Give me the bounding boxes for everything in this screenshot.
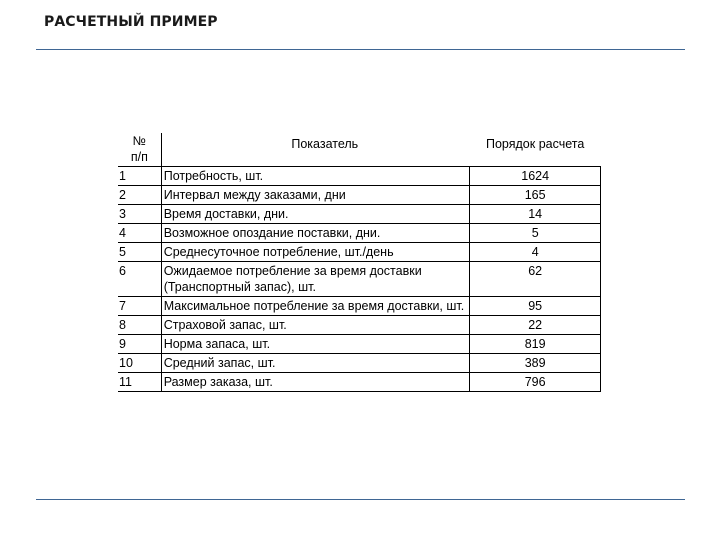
- row-number: 10: [118, 354, 161, 373]
- row-indicator: Ожидаемое потребление за время доставки (Транспортный запас), шт.: [161, 262, 470, 297]
- row-indicator: Средний запас, шт.: [161, 354, 470, 373]
- row-value: 95: [470, 297, 601, 316]
- table-row: [118, 205, 601, 224]
- row-value: 5: [470, 224, 601, 243]
- calculation-table: [118, 133, 601, 392]
- table-row: [118, 243, 601, 262]
- row-indicator: Размер заказа, шт.: [161, 373, 470, 392]
- row-indicator: Максимальное потребление за время доставки, шт.: [161, 297, 470, 316]
- table-row: [118, 335, 601, 354]
- table-row: [118, 297, 601, 316]
- row-number: 1: [118, 167, 161, 186]
- row-number: 7: [118, 297, 161, 316]
- row-indicator: Страховой запас, шт.: [161, 316, 470, 335]
- row-indicator: Среднесуточное потребление, шт./день: [161, 243, 470, 262]
- row-indicator: Возможное опоздание поставки, дни.: [161, 224, 470, 243]
- row-indicator: Потребность, шт.: [161, 167, 470, 186]
- row-value: 389: [470, 354, 601, 373]
- row-indicator: Интервал между заказами, дни: [161, 186, 470, 205]
- row-number: 8: [118, 316, 161, 335]
- row-indicator: Время доставки, дни.: [161, 205, 470, 224]
- table-row: [118, 262, 601, 297]
- table-row: [118, 316, 601, 335]
- row-number: 2: [118, 186, 161, 205]
- row-number: 3: [118, 205, 161, 224]
- row-value: 796: [470, 373, 601, 392]
- row-number: 9: [118, 335, 161, 354]
- row-value: 165: [470, 186, 601, 205]
- table-header-row: [118, 133, 601, 167]
- header-number-symbol: №: [132, 134, 147, 148]
- table-row: [118, 354, 601, 373]
- row-number: 4: [118, 224, 161, 243]
- header-indicator: Показатель: [161, 133, 470, 167]
- page-title: РАСЧЕТНЫЙ ПРИМЕР: [44, 14, 218, 30]
- row-value: 4: [470, 243, 601, 262]
- row-indicator: Норма запаса, шт.: [161, 335, 470, 354]
- table-row: [118, 224, 601, 243]
- row-number: 6: [118, 262, 161, 297]
- header-number: [118, 133, 161, 167]
- title-divider: [36, 49, 685, 50]
- table-row: [118, 186, 601, 205]
- footer-divider: [36, 499, 685, 500]
- row-value: 1624: [470, 167, 601, 186]
- table-row: [118, 167, 601, 186]
- row-number: 5: [118, 243, 161, 262]
- table-row: [118, 373, 601, 392]
- header-number-pp: п/п: [130, 150, 148, 164]
- row-value: 819: [470, 335, 601, 354]
- row-number: 11: [118, 373, 161, 392]
- row-value: 14: [470, 205, 601, 224]
- row-value: 22: [470, 316, 601, 335]
- header-calculation: Порядок расчета: [486, 137, 585, 151]
- row-value: 62: [470, 262, 601, 297]
